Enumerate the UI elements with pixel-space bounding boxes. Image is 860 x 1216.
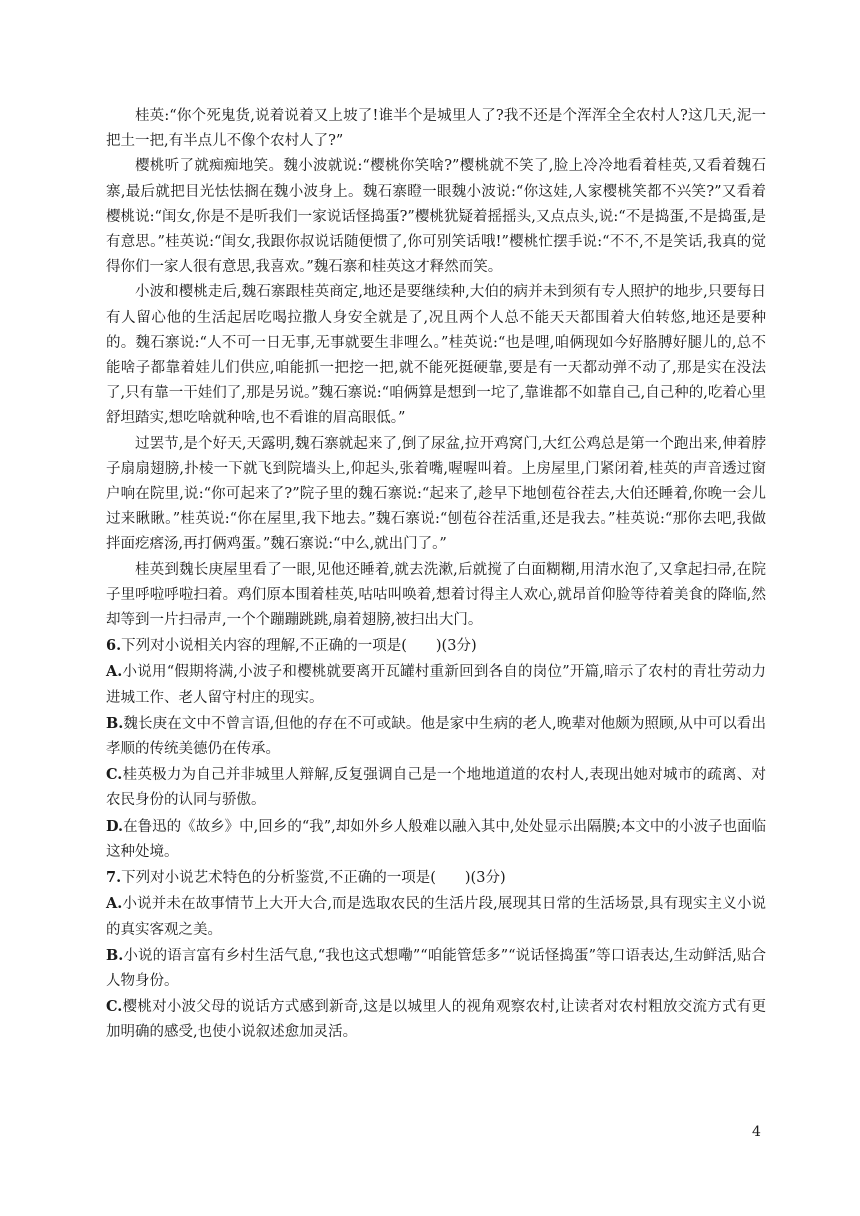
document-page — [106, 104, 766, 1046]
option-text: 小说并未在故事情节上大开大合,而是选取农民的生活片段,展现其日常的生活场景,具有现实主义小说的真实客观之美。 — [106, 896, 766, 938]
option-text: 魏长庚在文中不曾言语,但他的存在不可或缺。他是家中生病的老人,晚辈对他颇为照顾,从中可以看出孝顺的传统美德仍在传承。 — [106, 715, 766, 758]
question-6-option-c — [106, 762, 766, 813]
question-6-stem — [106, 633, 766, 659]
option-key: A. — [106, 663, 123, 681]
option-key: B. — [106, 946, 124, 964]
question-7-option-c — [106, 994, 766, 1045]
option-key: A. — [106, 895, 123, 913]
question-7 — [106, 865, 766, 1045]
question-6-option-a — [106, 659, 766, 710]
paragraph-5: 桂英到魏长庚屋里看了一眼,见他还睡着,就去洗漱,后就搅了白面糊糊,用清水泡了,又拿起扫帚,在院子里呼啦呼啦扫着。鸡们原本围着桂英,咕咕叫唤着,想着讨得主人欢心,就昂首仰脸等待着美食的降临,然却等到一片扫帚声,一个个蹦蹦跳跳,扇着翅膀,被扫出大门。 — [106, 561, 766, 629]
question-6-number: 6. — [106, 637, 122, 655]
option-text: 在鲁迅的《故乡》中,回乡的“我”,却如外乡人般难以融入其中,处处显示出隔膜;本文中的小波子也面临这种处境。 — [106, 818, 766, 860]
paragraph-3: 小波和樱桃走后,魏石寨跟桂英商定,地还是要继续种,大伯的病并未到须有专人照护的地步,只要每日有人留心他的生活起居吃喝拉撒人身安全就是了,况且两个人总不能天天都围着大伯转悠,地还是要种的。魏石寨说:“人不可一日无事,无事就要生非哩么。”桂英说:“也是哩,咱俩现如今好胳膊好腿儿的,总不能啥子都靠着娃儿们供应,咱能抓一把挖一把,就不能死挺硬靠,要是有一天都动弹不动了,那是实在没法了,只有靠一干娃们了,那是另说。”魏石寨说:“咱俩算是想到一坨了,靠谁都不如靠自己,自己种的,吃着心里舒坦踏实,想吃啥就种啥,也不看谁的眉高眼低。” — [106, 284, 766, 427]
paragraph-2: 樱桃听了就痴痴地笑。魏小波就说:“樱桃你笑啥?”樱桃就不笑了,脸上冷冷地看着桂英,又看着魏石寨,最后就把目光怯怯搁在魏小波身上。魏石寨瞪一眼魏小波说:“你这娃,人家樱桃笑都不兴笑?”又看着樱桃说:“闺女,你是不是听我们一家说话怪捣蛋?”樱桃犹疑着摇摇头,又点点头,说:“不是捣蛋,不是捣蛋,是有意思。”桂英说:“闺女,我跟你叔说话随便惯了,你可别笑话哦!”樱桃忙摆手说:“不不,不是笑话,我真的觉得你们一家人很有意思,我喜欢。”魏石寨和桂英这才释然而笑。 — [106, 158, 766, 276]
option-text: 桂英极力为自己并非城里人辩解,反复强调自己是一个地地道道的农村人,表现出她对城市的疏离、对农民身份的认同与骄傲。 — [106, 767, 766, 809]
page-number: 4 — [752, 1124, 761, 1140]
paragraph-4: 过罢节,是个好天,天露明,魏石寨就起来了,倒了尿盆,拉开鸡窝门,大红公鸡总是第一个跑出来,伸着脖子扇扇翅膀,扑棱一下就飞到院墙头上,仰起头,张着嘴,喔喔叫着。上房屋里,门紧闭着,桂英的声音透过窗户响在院里,说:“你可起来了?”院子里的魏石寨说:“起来了,趁早下地刨苞谷茬去,大伯还睡着,你晚一会儿过来瞅瞅。”桂英说:“你在屋里,我下地去。”魏石寨说:“刨苞谷茬活重,还是我去。”桂英说:“那你去吧,我做拌面疙瘩汤,再打俩鸡蛋。”魏石寨说:“中么,就出门了。” — [106, 435, 766, 553]
question-7-option-b — [106, 943, 766, 994]
question-6-text: 下列对小说相关内容的理解,不正确的一项是( )(3分) — [121, 638, 477, 655]
paragraph-1: 桂英:“你个死鬼货,说着说着又上坡了!谁半个是城里人了?我不还是个浑浑全全农村人?这几天,泥一把土一把,有半点儿不像个农村人了?” — [106, 108, 766, 150]
option-key: D. — [106, 817, 124, 835]
option-key: C. — [106, 766, 123, 784]
question-7-stem — [106, 865, 766, 891]
option-text: 小说的语言富有乡村生活气息,“我也这式想嘞”“咱能管恁多”“说话怪捣蛋”等口语表达,生动鲜活,贴合人物身份。 — [106, 947, 766, 989]
question-6-option-b — [106, 711, 766, 762]
option-key: C. — [106, 998, 123, 1016]
question-7-number: 7. — [106, 869, 122, 887]
option-text: 樱桃对小波父母的说话方式感到新奇,这是以城里人的视角观察农村,让读者对农村粗放交流方式有更加明确的感受,也使小说叙述愈加灵活。 — [106, 999, 766, 1041]
question-7-text: 下列对小说艺术特色的分析鉴赏,不正确的一项是( )(3分) — [121, 870, 506, 887]
question-6 — [106, 633, 766, 865]
option-key: B. — [106, 714, 124, 732]
question-7-option-a — [106, 891, 766, 942]
question-6-option-d — [106, 814, 766, 865]
option-text: 小说用“假期将满,小波子和樱桃就要离开瓦罐村重新回到各自的岗位”开篇,暗示了农村的青壮劳动力进城工作、老人留守村庄的现实。 — [106, 664, 766, 706]
